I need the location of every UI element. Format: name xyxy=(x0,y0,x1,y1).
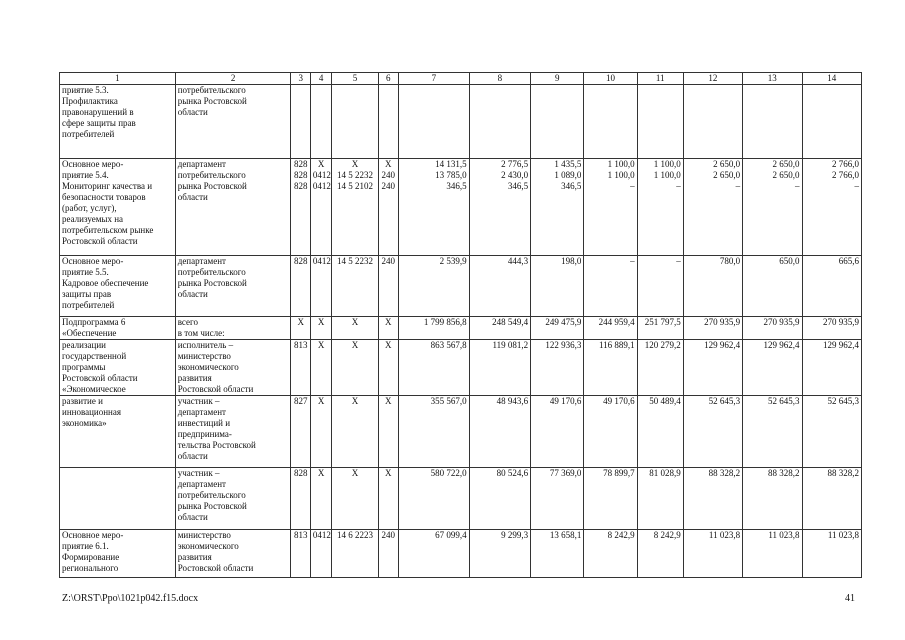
column-number-10: 10 xyxy=(584,73,637,85)
column-number-5: 5 xyxy=(332,73,378,85)
column-number-8: 8 xyxy=(469,73,530,85)
column-number-row xyxy=(60,73,862,85)
value-cell-col-3: 827 xyxy=(291,396,310,468)
value-cell-col-5: X 14 5 2232 14 5 2102 xyxy=(332,159,378,256)
value-cell-col-5: 14 6 2223 xyxy=(332,530,378,578)
value-cell-col-13: 52 645,3 xyxy=(743,396,802,468)
column-number-13: 13 xyxy=(743,73,802,85)
value-cell-col-7: 1 799 856,8 xyxy=(398,317,469,340)
table-body xyxy=(60,73,862,578)
value-cell-col-7: 2 539,9 xyxy=(398,256,469,317)
value-cell-col-8 xyxy=(469,85,530,159)
value-cell-col-8: 9 299,3 xyxy=(469,530,530,578)
value-cell-col-5: X xyxy=(332,468,378,530)
value-cell-col-3: 828 xyxy=(291,468,310,530)
value-cell-col-9: 198,0 xyxy=(531,256,584,317)
value-cell-col-5: X xyxy=(332,317,378,340)
value-cell-col-12: 52 645,3 xyxy=(683,396,742,468)
executor-cell: департамент потребительского рынка Ростовской области xyxy=(175,256,291,317)
column-number-1: 1 xyxy=(60,73,176,85)
value-cell-col-7: 863 567,8 xyxy=(398,340,469,396)
column-number-9: 9 xyxy=(531,73,584,85)
table-row xyxy=(60,256,862,317)
value-cell-col-4: X xyxy=(310,396,332,468)
value-cell-col-6: 240 xyxy=(378,256,398,317)
value-cell-col-10: 78 899,7 xyxy=(584,468,637,530)
value-cell-col-4: 0412 xyxy=(310,256,332,317)
value-cell-col-3: X xyxy=(291,317,310,340)
value-cell-col-14: 52 645,3 xyxy=(802,396,862,468)
value-cell-col-5: X xyxy=(332,396,378,468)
value-cell-col-6 xyxy=(378,85,398,159)
value-cell-col-3 xyxy=(291,85,310,159)
table-row xyxy=(60,340,862,396)
value-cell-col-9: 249 475,9 xyxy=(531,317,584,340)
value-cell-col-3: 813 xyxy=(291,340,310,396)
value-cell-col-12: 780,0 xyxy=(683,256,742,317)
value-cell-col-12 xyxy=(683,85,742,159)
value-cell-col-11: – xyxy=(637,256,683,317)
value-cell-col-11: 81 028,9 xyxy=(637,468,683,530)
measure-name-cell xyxy=(60,468,176,530)
executor-cell: участник – департамент инвестиций и предпринима- тельства Ростовской области xyxy=(175,396,291,468)
value-cell-col-14: 2 766,0 2 766,0 – xyxy=(802,159,862,256)
value-cell-col-11 xyxy=(637,85,683,159)
value-cell-col-7: 67 099,4 xyxy=(398,530,469,578)
value-cell-col-12: 270 935,9 xyxy=(683,317,742,340)
value-cell-col-8: 48 943,6 xyxy=(469,396,530,468)
measure-name-cell: Основное меро- приятие 5.5. Кадровое обеспечение защиты прав потребителей xyxy=(60,256,176,317)
value-cell-col-8: 2 776,5 2 430,0 346,5 xyxy=(469,159,530,256)
value-cell-col-10: 244 959,4 xyxy=(584,317,637,340)
value-cell-col-11: 8 242,9 xyxy=(637,530,683,578)
column-number-3: 3 xyxy=(291,73,310,85)
measure-name-cell: приятие 5.3. Профилактика правонарушений в сфере защиты прав потребителей xyxy=(60,85,176,159)
value-cell-col-8: 248 549,4 xyxy=(469,317,530,340)
value-cell-col-10: 116 889,1 xyxy=(584,340,637,396)
page-number: 41 xyxy=(845,593,855,604)
column-number-4: 4 xyxy=(310,73,332,85)
value-cell-col-9: 122 936,3 xyxy=(531,340,584,396)
value-cell-col-6: X xyxy=(378,468,398,530)
value-cell-col-9: 49 170,6 xyxy=(531,396,584,468)
value-cell-col-10: 1 100,0 1 100,0 – xyxy=(584,159,637,256)
executor-cell: всего в том числе: xyxy=(175,317,291,340)
value-cell-col-14: 665,6 xyxy=(802,256,862,317)
table-row xyxy=(60,468,862,530)
value-cell-col-8: 119 081,2 xyxy=(469,340,530,396)
value-cell-col-11: 1 100,0 1 100,0 – xyxy=(637,159,683,256)
budget-table xyxy=(59,72,862,578)
value-cell-col-9: 13 658,1 xyxy=(531,530,584,578)
value-cell-col-14: 88 328,2 xyxy=(802,468,862,530)
value-cell-col-11: 251 797,5 xyxy=(637,317,683,340)
value-cell-col-11: 50 489,4 xyxy=(637,396,683,468)
value-cell-col-12: 11 023,8 xyxy=(683,530,742,578)
value-cell-col-9 xyxy=(531,85,584,159)
value-cell-col-4: X xyxy=(310,468,332,530)
executor-cell: участник – департамент потребительского рынка Ростовской области xyxy=(175,468,291,530)
value-cell-col-12: 88 328,2 xyxy=(683,468,742,530)
value-cell-col-4: 0412 xyxy=(310,530,332,578)
value-cell-col-8: 444,3 xyxy=(469,256,530,317)
value-cell-col-4: X xyxy=(310,317,332,340)
value-cell-col-7: 355 567,0 xyxy=(398,396,469,468)
value-cell-col-10 xyxy=(584,85,637,159)
value-cell-col-5 xyxy=(332,85,378,159)
value-cell-col-3: 813 xyxy=(291,530,310,578)
column-number-7: 7 xyxy=(398,73,469,85)
value-cell-col-3: 828 xyxy=(291,256,310,317)
measure-name-cell: Основное меро- приятие 5.4. Мониторинг качества и безопасности товаров (работ, услуг), реализуемых на потребительском рынке Ростовской области xyxy=(60,159,176,256)
value-cell-col-5: X xyxy=(332,340,378,396)
value-cell-col-13: 270 935,9 xyxy=(743,317,802,340)
measure-name-cell: реализации государственной программы Ростовской области «Экономическое xyxy=(60,340,176,396)
value-cell-col-13 xyxy=(743,85,802,159)
executor-cell: потребительского рынка Ростовской области xyxy=(175,85,291,159)
value-cell-col-14 xyxy=(802,85,862,159)
value-cell-col-13: 129 962,4 xyxy=(743,340,802,396)
measure-name-cell: развитие и инновационная экономика» xyxy=(60,396,176,468)
value-cell-col-10: 8 242,9 xyxy=(584,530,637,578)
value-cell-col-13: 88 328,2 xyxy=(743,468,802,530)
table-row xyxy=(60,396,862,468)
executor-cell: департамент потребительского рынка Ростовской области xyxy=(175,159,291,256)
value-cell-col-12: 129 962,4 xyxy=(683,340,742,396)
value-cell-col-10: – xyxy=(584,256,637,317)
value-cell-col-7: 580 722,0 xyxy=(398,468,469,530)
file-path: Z:\ORST\Ppo\1021p042.f15.docx xyxy=(62,593,199,604)
value-cell-col-6: 240 xyxy=(378,530,398,578)
value-cell-col-6: X xyxy=(378,317,398,340)
value-cell-col-6: X 240 240 xyxy=(378,159,398,256)
value-cell-col-13: 650,0 xyxy=(743,256,802,317)
value-cell-col-9: 77 369,0 xyxy=(531,468,584,530)
value-cell-col-7 xyxy=(398,85,469,159)
value-cell-col-11: 120 279,2 xyxy=(637,340,683,396)
value-cell-col-9: 1 435,5 1 089,0 346,5 xyxy=(531,159,584,256)
table-row xyxy=(60,317,862,340)
value-cell-col-13: 2 650,0 2 650,0 – xyxy=(743,159,802,256)
table-row xyxy=(60,530,862,578)
executor-cell: министерство экономического развития Ростовской области xyxy=(175,530,291,578)
value-cell-col-5: 14 5 2232 xyxy=(332,256,378,317)
value-cell-col-6: X xyxy=(378,396,398,468)
value-cell-col-14: 270 935,9 xyxy=(802,317,862,340)
measure-name-cell: Подпрограмма 6 «Обеспечение xyxy=(60,317,176,340)
column-number-12: 12 xyxy=(683,73,742,85)
value-cell-col-10: 49 170,6 xyxy=(584,396,637,468)
value-cell-col-7: 14 131,5 13 785,0 346,5 xyxy=(398,159,469,256)
value-cell-col-3: 828 828 828 xyxy=(291,159,310,256)
measure-name-cell: Основное меро- приятие 6.1. Формирование регионального xyxy=(60,530,176,578)
column-number-6: 6 xyxy=(378,73,398,85)
value-cell-col-14: 11 023,8 xyxy=(802,530,862,578)
value-cell-col-8: 80 524,6 xyxy=(469,468,530,530)
column-number-11: 11 xyxy=(637,73,683,85)
value-cell-col-6: X xyxy=(378,340,398,396)
value-cell-col-13: 11 023,8 xyxy=(743,530,802,578)
table-row xyxy=(60,159,862,256)
column-number-14: 14 xyxy=(802,73,862,85)
value-cell-col-4 xyxy=(310,85,332,159)
column-number-2: 2 xyxy=(175,73,291,85)
value-cell-col-12: 2 650,0 2 650,0 – xyxy=(683,159,742,256)
value-cell-col-4: X 0412 0412 xyxy=(310,159,332,256)
table-row xyxy=(60,85,862,159)
executor-cell: исполнитель – министерство экономического развития Ростовской области xyxy=(175,340,291,396)
value-cell-col-14: 129 962,4 xyxy=(802,340,862,396)
value-cell-col-4: X xyxy=(310,340,332,396)
